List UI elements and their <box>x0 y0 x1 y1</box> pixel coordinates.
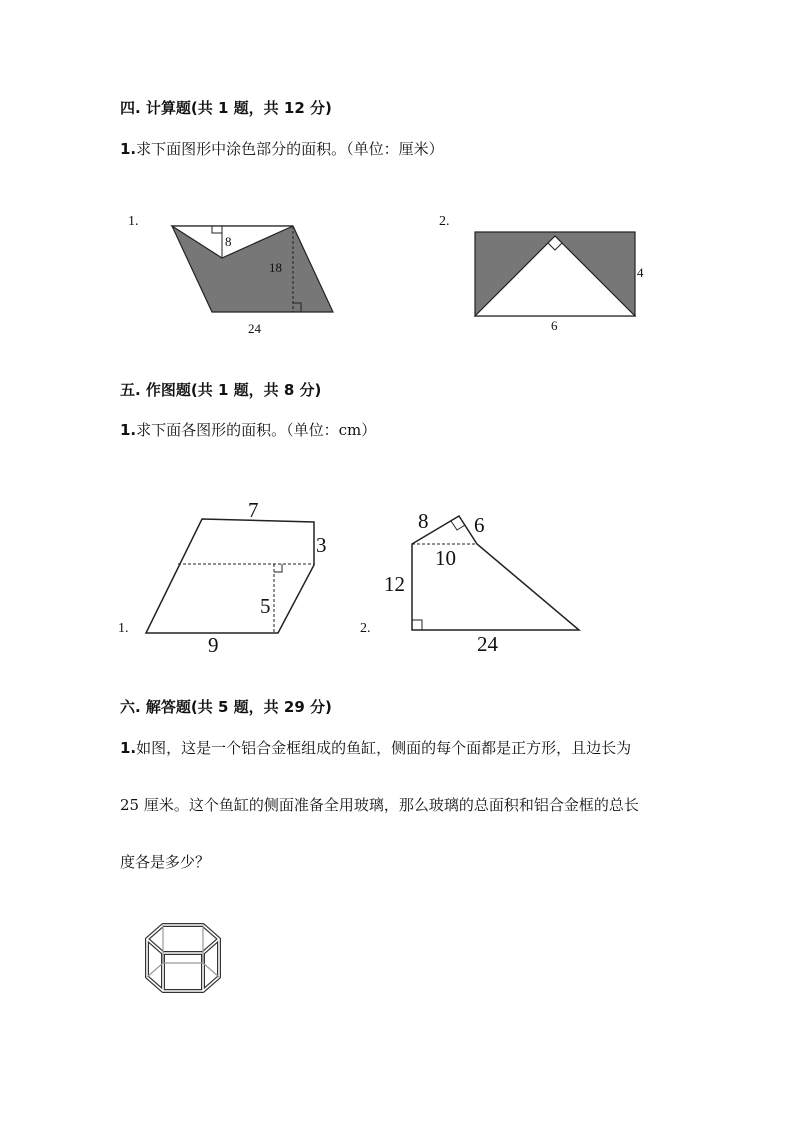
question-text: 如图，这是一个铝合金框组成的鱼缸，侧面的每个面都是正方形，且边长为 <box>136 739 632 757</box>
label-height-8: 8 <box>225 234 232 249</box>
label-height-18: 18 <box>269 260 282 275</box>
section-6-question-1-line-1 <box>120 737 631 758</box>
right-angle-mark <box>412 620 422 630</box>
hexagonal-prism-fish-tank-figure <box>135 915 235 1000</box>
label-height-4: 4 <box>637 265 644 280</box>
section-5-question-1 <box>120 419 376 440</box>
figure-4-2-rectangle <box>435 205 655 340</box>
label-8: 8 <box>418 509 429 533</box>
composite-outline <box>412 516 579 630</box>
label-height-5: 5 <box>260 594 271 618</box>
figure-index: 1. <box>128 214 139 229</box>
section-6-heading: 六. 解答题(共 5 题，共 29 分) <box>120 698 332 716</box>
question-text: 求下面各图形的面积。（单位：cm） <box>136 421 377 439</box>
label-right-3: 3 <box>316 533 327 557</box>
label-base-6: 6 <box>551 318 558 333</box>
section-4-question-1 <box>120 138 444 159</box>
label-24: 24 <box>477 632 498 656</box>
label-10: 10 <box>435 546 456 570</box>
section-5-heading: 五. 作图题(共 1 题，共 8 分) <box>120 381 322 399</box>
figure-4-1-parallelogram <box>120 205 350 340</box>
trapezoid-outline <box>146 519 314 633</box>
label-top-7: 7 <box>248 498 259 522</box>
figure-5-1-trapezoid <box>112 490 347 660</box>
section-6-question-1-line-2: 25 厘米。这个鱼缸的侧面准备全用玻璃，那么玻璃的总面积和铝合金框的总长 <box>120 796 639 814</box>
question-number: 1. <box>120 421 137 439</box>
right-angle-mark <box>274 564 282 572</box>
section-4-heading: 四. 计算题(共 1 题，共 12 分) <box>120 99 332 117</box>
label-base-24: 24 <box>248 321 261 336</box>
figure-index: 1. <box>118 621 129 636</box>
label-12: 12 <box>384 572 405 596</box>
label-6: 6 <box>474 513 485 537</box>
figure-5-2-composite <box>355 500 590 660</box>
figure-index: 2. <box>360 621 371 636</box>
section-6-question-1-line-3: 度各是多少？ <box>120 853 211 871</box>
prism-hidden-edges <box>147 963 219 977</box>
question-text: 求下面图形中涂色部分的面积。（单位：厘米） <box>136 140 444 158</box>
question-number: 1. <box>120 140 137 158</box>
label-base-9: 9 <box>208 633 219 657</box>
question-number: 1. <box>120 739 137 757</box>
figure-index: 2. <box>439 214 450 229</box>
